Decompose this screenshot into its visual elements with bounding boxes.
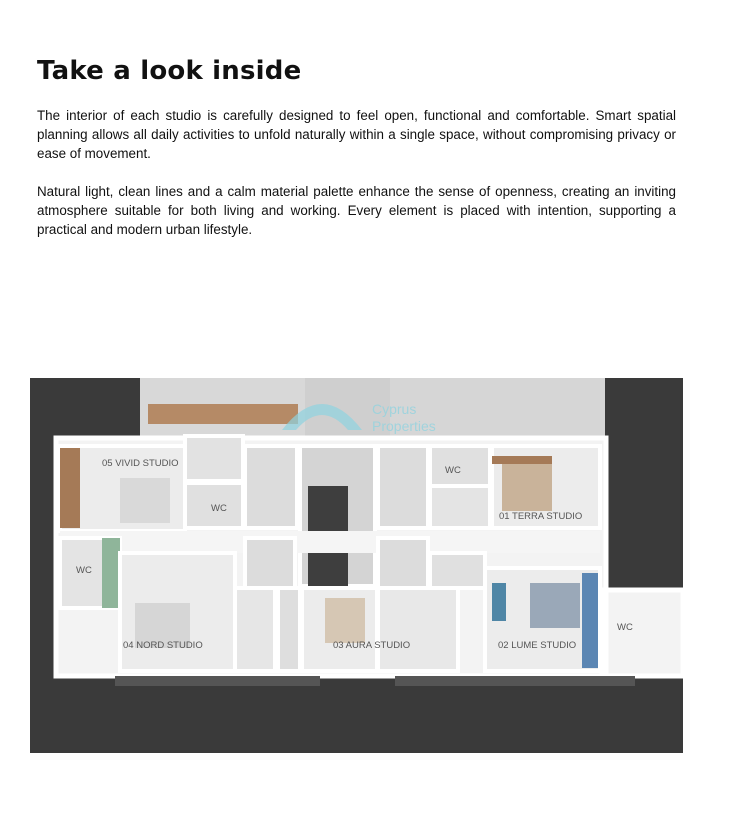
wc-annex: [602, 590, 683, 676]
terra-desk: [492, 456, 552, 464]
corridor-lower-right: [378, 538, 428, 588]
watermark-line-2: Properties: [372, 418, 436, 434]
balcony-right: [395, 676, 635, 686]
lume-bed: [530, 583, 580, 628]
lume-entry: [430, 553, 485, 588]
label-lume-studio: 02 LUME STUDIO: [498, 640, 577, 651]
label-wc-nord: WC: [76, 565, 92, 576]
page-title: Take a look inside: [37, 56, 302, 86]
label-vivid-studio: 05 VIVID STUDIO: [102, 458, 179, 469]
intro-paragraph: The interior of each studio is carefully designed to feel open, functional and comfortable. Smart spatial planning allows all daily activities to unfold naturally within a single space, without compromising privacy or ease of movement.: [37, 108, 676, 161]
nord-bath: [235, 588, 275, 671]
nord-green-wall: [102, 538, 120, 608]
lume-blue-wall: [582, 573, 598, 668]
label-wc-vivid: WC: [211, 503, 227, 514]
hall: [60, 531, 600, 553]
vivid-wood-wall: [60, 448, 80, 528]
aura-living: [378, 588, 458, 671]
terra-bath: [430, 486, 490, 528]
label-aura-studio: 03 AURA STUDIO: [333, 640, 411, 651]
lume-chair: [492, 583, 506, 621]
terrace-deck: [148, 404, 298, 424]
aura-bed: [325, 598, 365, 643]
watermark-line-1: Cyprus: [372, 401, 417, 417]
label-wc-lume: WC: [617, 622, 633, 633]
vivid-bed: [120, 478, 170, 523]
vivid-kitchen: [185, 436, 243, 481]
label-terra-studio: 01 TERRA STUDIO: [499, 511, 583, 522]
balcony-left: [115, 676, 320, 686]
terra-bed: [502, 456, 552, 511]
floor-plan-image: [30, 378, 683, 753]
corridor-right: [378, 446, 428, 528]
description-paragraph: Natural light, clean lines and a calm material palette enhance the sense of openness, creating an inviting atmosphere suitable for both living and working. Every element is placed with intention, supporting a practical and modern urban lifestyle.: [37, 184, 676, 237]
label-nord-studio: 04 NORD STUDIO: [123, 640, 203, 651]
corridor-lower-left: [245, 538, 295, 588]
label-wc-terra: WC: [445, 465, 461, 476]
aura-closet: [278, 588, 300, 671]
corridor-left: [245, 446, 297, 528]
